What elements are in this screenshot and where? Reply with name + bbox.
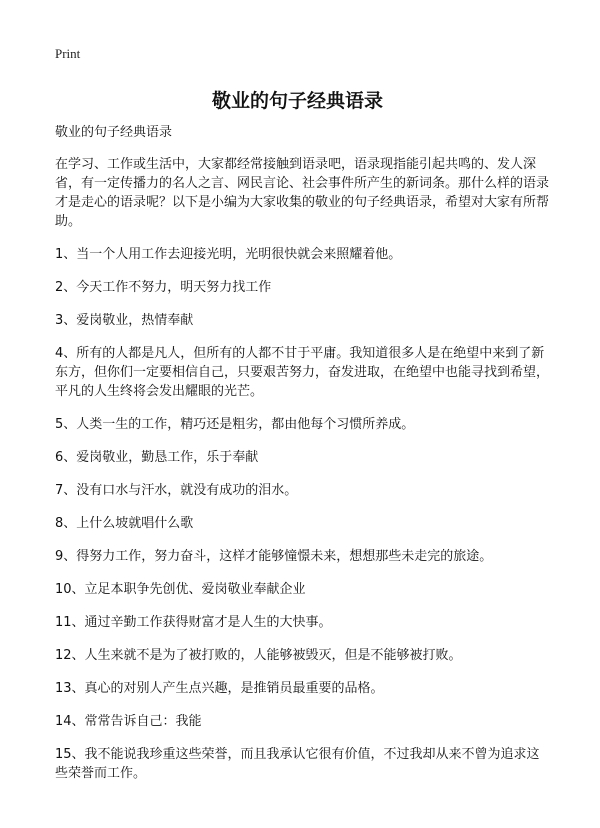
intro-paragraph: 在学习、工作或生活中，大家都经常接触到语录吧，语录现指能引起共鸣的、发人深省，有一定传播力的名人之言、网民言论、社会事件所产生的新词条。那什么样的语录才是走心的语录呢？以下是小编为大家收集的敬业的句子经典语录，希望对大家有所帮助。 — [55, 157, 550, 229]
quote-item: 4、所有的人都是凡人，但所有的人都不甘于平庸。我知道很多人是在绝望中来到了新东方，但你们一定要相信自己，只要艰苦努力，奋发进取，在绝望中也能寻找到希望，平凡的人生终将会发出耀眼的光芒。 — [55, 346, 550, 399]
quote-item: 15、我不能说我珍重这些荣誉，而且我承认它很有价值，不过我却从来不曾为追求这些荣誉而工作。 — [55, 747, 540, 781]
quote-item: 7、没有口水与汗水，就没有成功的泪水。 — [55, 483, 298, 498]
quote-item: 13、真心的对别人产生点兴趣，是推销员最重要的品格。 — [55, 681, 384, 696]
quote-item: 5、人类一生的工作，精巧还是粗劣，都由他每个习惯所养成。 — [55, 417, 415, 432]
print-link[interactable]: Print — [55, 46, 81, 61]
quote-item: 9、得努力工作，努力奋斗，这样才能够憧憬未来，想想那些未走完的旅途。 — [55, 549, 493, 564]
quote-item: 12、人生来就不是为了被打败的，人能够被毁灭，但是不能够被打败。 — [55, 648, 462, 663]
quote-item: 6、爱岗敬业，勤恳工作，乐于奉献 — [55, 450, 259, 465]
quote-item: 8、上什么坡就唱什么歌 — [55, 516, 194, 531]
quote-item: 14、常常告诉自己：我能 — [55, 714, 202, 729]
quote-item: 1、当一个人用工作去迎接光明，光明很快就会来照耀着他。 — [55, 247, 402, 262]
quote-list — [55, 245, 550, 783]
quote-item: 2、今天工作不努力，明天努力找工作 — [55, 280, 272, 295]
page-subtitle: 敬业的句子经典语录 — [55, 125, 173, 140]
page-title: 敬业的句子经典语录 — [211, 90, 383, 112]
quote-item: 11、通过辛勤工作获得财富才是人生的大快事。 — [55, 615, 332, 630]
quote-item: 3、爱岗敬业，热情奉献 — [55, 313, 194, 328]
quote-item: 10、立足本职争先创优、爱岗敬业奉献企业 — [55, 582, 306, 597]
